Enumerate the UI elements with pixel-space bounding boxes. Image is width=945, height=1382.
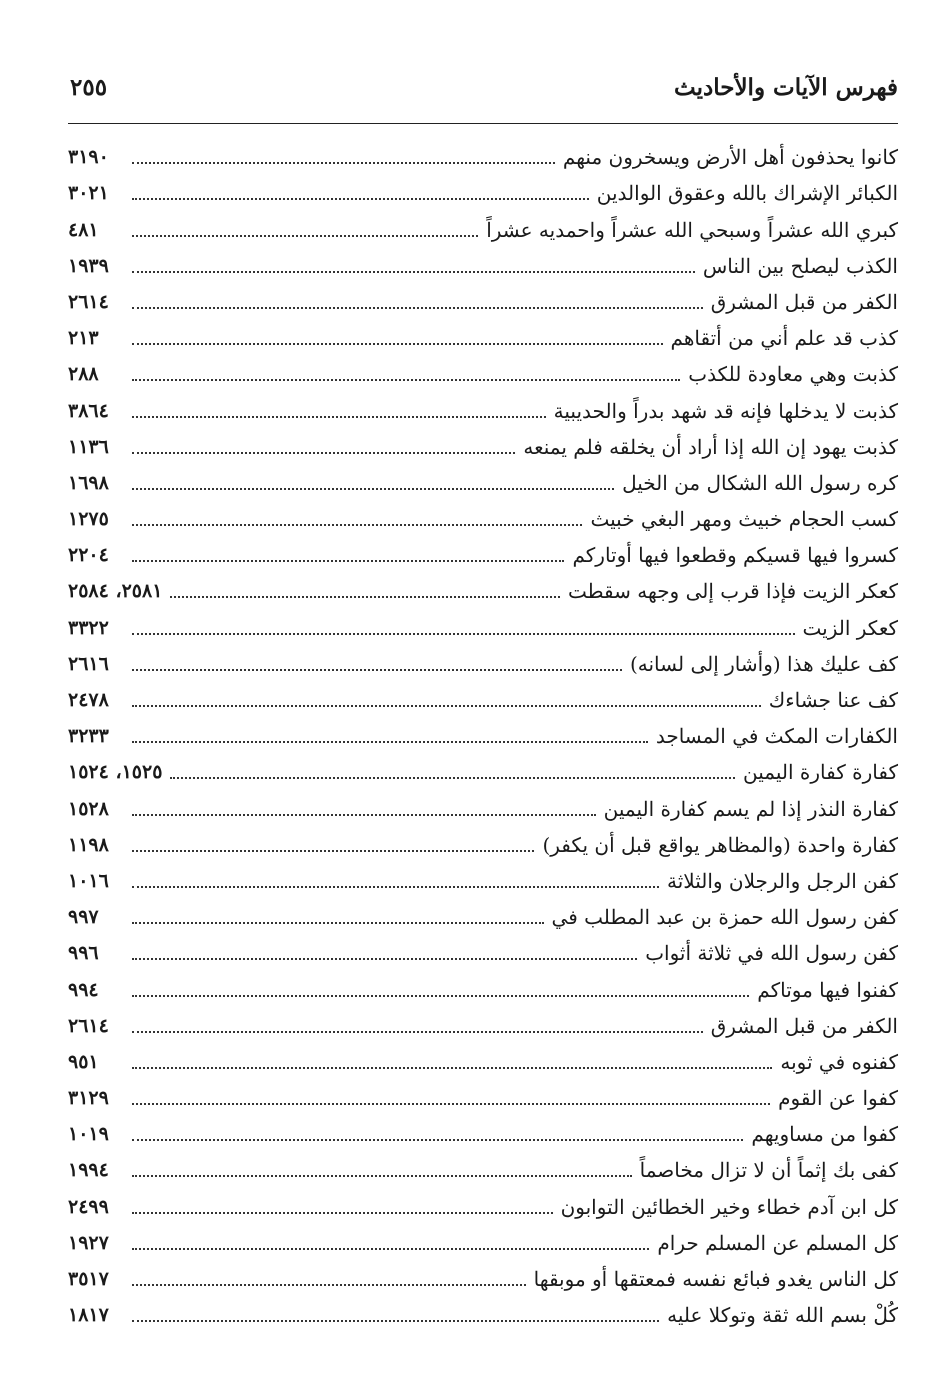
entry-reference-number: ٣١٩٠ [68, 146, 109, 169]
dot-leader [132, 669, 622, 671]
index-entry [68, 498, 898, 534]
dot-leader [132, 162, 555, 164]
index-entry [68, 208, 898, 244]
dot-leader [132, 1320, 659, 1322]
index-entry [68, 136, 898, 172]
dot-leader [132, 633, 795, 635]
entry-text: كفارة كفارة اليمين [743, 760, 898, 785]
dot-leader [132, 379, 680, 381]
index-entry [68, 932, 898, 968]
entry-text: كفنوا فيها موتاكم [757, 977, 898, 1002]
dot-leader [170, 596, 560, 598]
index-entry [68, 570, 898, 606]
entry-reference-number: ١٥٢٨ [68, 797, 109, 820]
entry-reference-number: ١١٩٨ [68, 833, 109, 856]
entry-reference-number: ٣٣٢٢ [68, 616, 109, 639]
entry-text: كُلْ بسم الله ثقة وتوكلا عليه [667, 1303, 898, 1328]
header-rule [68, 123, 898, 124]
dot-leader [132, 343, 663, 345]
entry-text: كسروا فيها قسيكم وقطعوا فيها أوتاركم [572, 543, 898, 568]
entry-text: الكفر من قبل المشرق [710, 1013, 898, 1038]
index-entry [68, 824, 898, 860]
index-entry [68, 317, 898, 353]
entry-text: الكفر من قبل المشرق [710, 289, 898, 314]
entry-reference-number: ٢٦١٤ [68, 1014, 109, 1037]
dot-leader [132, 1212, 553, 1214]
entry-reference-number: ٢٥٨١، ٢٥٨٤ [68, 580, 163, 603]
entry-text: كفى بك إثماً أن لا تزال مخاصماً [639, 1158, 898, 1183]
entry-text: كفن الرجل والرجلان والثلاثة [666, 868, 898, 893]
dot-leader [132, 235, 478, 237]
entry-text: كفارة النذر إذا لم يسم كفارة اليمين [603, 796, 898, 821]
dot-leader [132, 1175, 632, 1177]
entry-reference-number: ٣٥١٧ [68, 1268, 109, 1290]
index-entry [68, 1222, 898, 1258]
index-list [68, 136, 898, 1330]
dot-leader [132, 922, 544, 924]
index-entry [68, 1005, 898, 1041]
entry-text: الكفارات المكث في المساجد [655, 724, 898, 749]
entry-text: كل الناس يغدو فبائع نفسه فمعتقها أو موبقها [533, 1267, 898, 1291]
dot-leader [132, 307, 703, 309]
entry-reference-number: ٩٥١ [68, 1050, 99, 1073]
index-entry [68, 1185, 898, 1221]
dot-leader [132, 850, 534, 852]
index-entry [68, 172, 898, 208]
entry-reference-number: ٣٨٦٤ [68, 399, 109, 422]
dot-leader [132, 488, 614, 490]
entry-text: كذبت وهي معاودة للكذب [688, 362, 898, 387]
entry-text: كعكر الزيت فإذا قرب إلى وجهه سقطت [567, 579, 898, 604]
entry-reference-number: ١٦٩٨ [68, 471, 109, 494]
dot-leader [132, 705, 761, 707]
entry-reference-number: ٢٨٨ [68, 363, 99, 386]
entry-reference-number: ٣٢٣٣ [68, 725, 109, 748]
entry-reference-number: ٢٤٧٨ [68, 689, 109, 711]
entry-text: كانوا يحذفون أهل الأرض ويسخرون منهم [562, 145, 898, 170]
entry-reference-number: ١٠١٩ [68, 1123, 109, 1146]
dot-leader [132, 958, 637, 960]
entry-reference-number: ٢١٣ [68, 327, 99, 350]
entry-text: كعكر الزيت [802, 615, 898, 640]
index-entry [68, 1258, 898, 1294]
entry-reference-number: ١٢٧٥ [68, 508, 109, 531]
entry-reference-number: ٩٩٧ [68, 906, 99, 929]
index-entry [68, 643, 898, 679]
entry-text: كفن رسول الله حمزة بن عبد المطلب في [551, 905, 898, 930]
entry-text: كل المسلم عن المسلم حرام [657, 1230, 898, 1255]
entry-reference-number: ٩٩٤ [68, 978, 99, 1001]
entry-text: الكذب ليصلح بين الناس [702, 253, 898, 278]
index-entry [68, 1077, 898, 1113]
entry-text: كره رسول الله الشكال من الخيل [622, 470, 898, 495]
dot-leader [132, 814, 596, 816]
index-entry [68, 1113, 898, 1149]
index-entry [68, 968, 898, 1004]
entry-text: كفن رسول الله في ثلاثة أثواب [645, 941, 898, 966]
index-entry [68, 787, 898, 823]
entry-reference-number: ٢٢٠٤ [68, 544, 109, 567]
index-entry [68, 389, 898, 425]
entry-text: كفوا عن القوم [778, 1086, 898, 1111]
index-entry [68, 896, 898, 932]
entry-reference-number: ٩٩٦ [68, 942, 99, 965]
dot-leader [132, 1103, 770, 1105]
index-entry [68, 353, 898, 389]
entry-text: كذب قد علم أني من أتقاهم [670, 326, 898, 351]
index-entry [68, 1149, 898, 1185]
entry-reference-number: ٣١٢٩ [68, 1087, 109, 1110]
dot-leader [132, 1067, 772, 1069]
entry-text: كفوا من مساويهم [751, 1122, 898, 1147]
entry-text: كل ابن آدم خطاء وخير الخطائين التوابون [560, 1194, 898, 1219]
dot-leader [132, 560, 564, 562]
index-entry [68, 462, 898, 498]
index-entry [68, 245, 898, 281]
entry-text: كفنوه في ثوبه [780, 1049, 898, 1074]
entry-reference-number: ٣٠٢١ [68, 182, 109, 205]
dot-leader [132, 1031, 703, 1033]
index-entry [68, 534, 898, 570]
entry-reference-number: ١٩٣٩ [68, 254, 109, 277]
dot-leader [132, 1284, 526, 1286]
dot-leader [132, 1139, 743, 1141]
index-entry [68, 679, 898, 715]
index-entry [68, 426, 898, 462]
dot-leader [132, 1248, 649, 1250]
index-entry [68, 1294, 898, 1330]
dot-leader [132, 995, 749, 997]
entry-text: كف عنا جشاءك [768, 688, 898, 712]
dot-leader [132, 524, 582, 526]
running-title: فهرس الآيات والأحاديث [673, 74, 898, 101]
entry-reference-number: ٢٦١٦ [68, 652, 109, 675]
entry-text: الكبائر الإشراك بالله وعقوق الوالدين [596, 181, 898, 206]
dot-leader [132, 741, 648, 743]
dot-leader [170, 777, 735, 779]
index-entry [68, 715, 898, 751]
index-entry [68, 606, 898, 642]
index-entry [68, 1041, 898, 1077]
entry-reference-number: ١٠١٦ [68, 869, 109, 892]
entry-reference-number: ٤٨١ [68, 218, 99, 241]
entry-text: كفارة واحدة (والمظاهر يواقع قبل أن يكفر) [542, 832, 898, 857]
entry-reference-number: ١٩٩٤ [68, 1159, 109, 1182]
entry-reference-number: ٢٤٩٩ [68, 1195, 109, 1218]
entry-text: كبري الله عشراً وسبحي الله عشراً واحمديه عشراً [486, 217, 898, 242]
dot-leader [132, 886, 659, 888]
page-number: ٢٥٥ [70, 74, 108, 101]
entry-text: كذبت لا يدخلها فإنه قد شهد بدراً والحديبية [553, 398, 898, 423]
entry-text: كف عليك هذا (وأشار إلى لسانه) [629, 651, 898, 676]
dot-leader [132, 452, 515, 454]
index-entry [68, 281, 898, 317]
page-header [68, 70, 898, 114]
dot-leader [132, 271, 695, 273]
entry-reference-number: ٢٦١٤ [68, 290, 109, 313]
entry-reference-number: ١١٣٦ [68, 435, 109, 458]
entry-reference-number: ١٨١٧ [68, 1304, 109, 1327]
index-entry [68, 860, 898, 896]
dot-leader [132, 198, 589, 200]
entry-text: كسب الحجام خبيث ومهر البغي خبيث [590, 507, 898, 532]
entry-text: كذبت يهود إن الله إذا أراد أن يخلقه فلم يمنعه [523, 434, 898, 459]
dot-leader [132, 416, 546, 418]
entry-reference-number: ١٥٢٥، ١٥٢٤ [68, 761, 163, 784]
index-entry [68, 751, 898, 787]
entry-reference-number: ١٩٢٧ [68, 1231, 109, 1254]
